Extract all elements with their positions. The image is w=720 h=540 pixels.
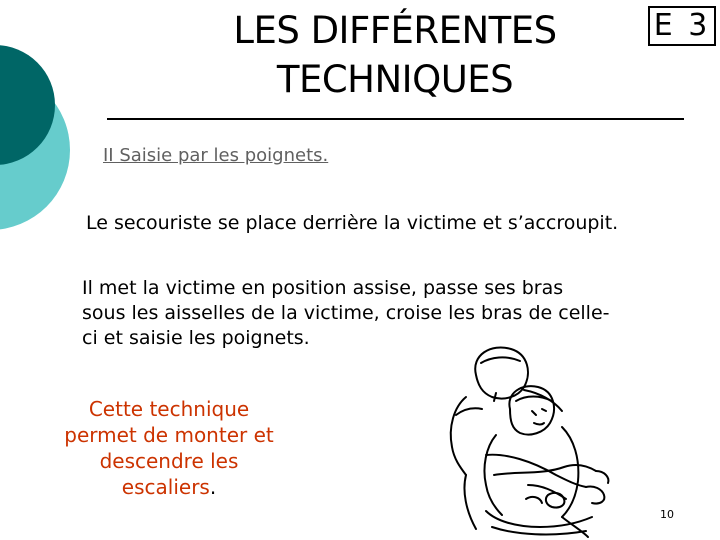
technique-note [56,396,282,500]
rescue-illustration-icon [436,335,620,540]
section-badge: E 3 [648,6,716,46]
note-line-1: Cette technique [88,397,250,421]
title-line-2: TECHNIQUES [276,58,514,101]
title-line-1: LES DIFFÉRENTES [233,9,557,52]
note-line-3: descendre les [99,449,239,473]
paragraph-2-line-3: ci et saisie les poignets. [82,327,310,349]
title-divider [107,118,684,120]
section-subtitle: II Saisie par les poignets. [103,145,329,166]
note-line-4-wrap [56,474,282,500]
note-period: . [209,475,217,499]
decorative-circles [0,0,80,300]
paragraph-2-line-1: Il met la victime en position assise, passe ses bras [82,277,564,299]
page-number: 10 [660,508,674,521]
note-line-2: permet de monter et [64,423,274,447]
note-line-4: escaliers [121,475,210,499]
paragraph-1: Le secouriste se place derrière la victime et s’accroupit. [86,212,619,234]
paragraph-2-line-2: sous les aisselles de la victime, croise les bras de celle- [82,302,610,324]
slide-title [200,6,590,104]
